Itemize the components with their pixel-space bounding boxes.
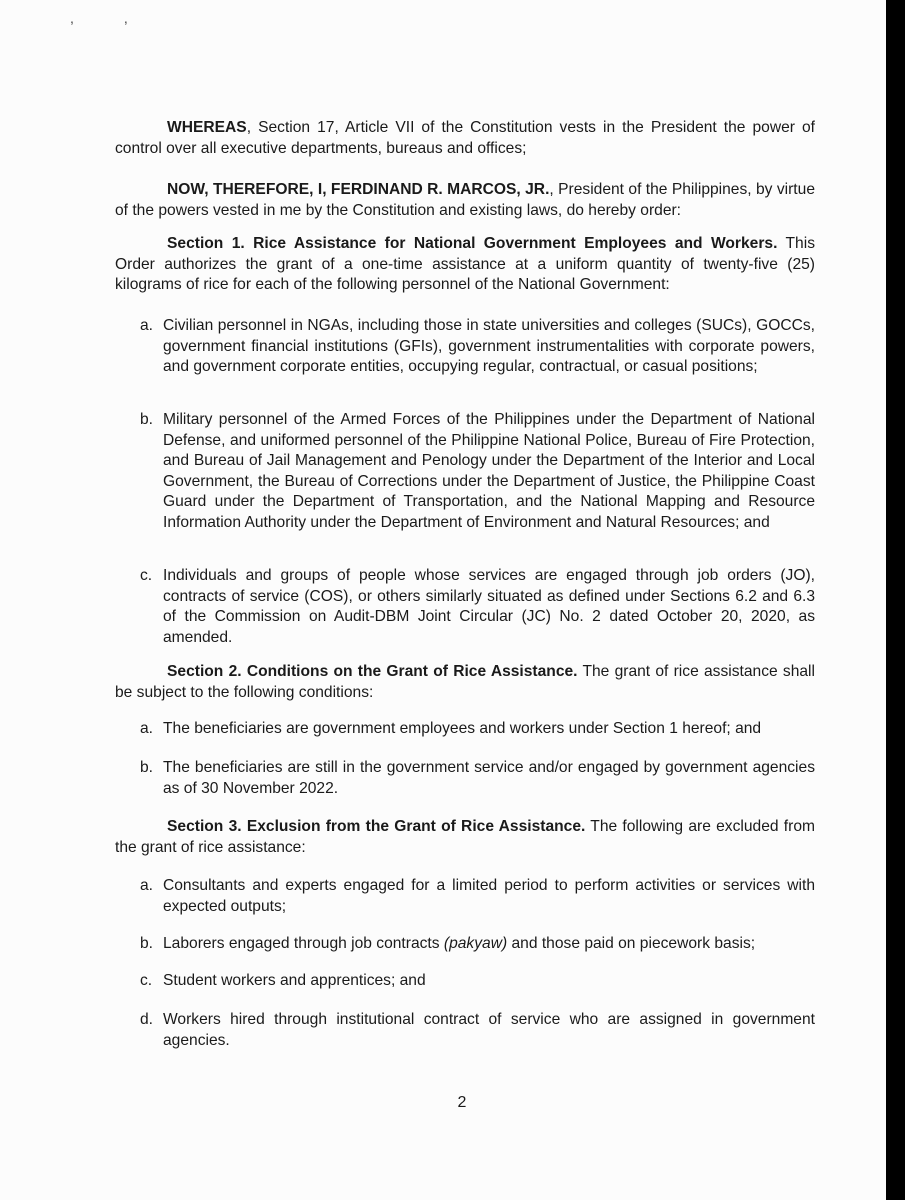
- list-item: [140, 410, 815, 534]
- list-letter: a.: [140, 720, 154, 737]
- list-item-text: Consultants and experts engaged for a limited period to perform activities or services with expected outputs;: [163, 877, 815, 915]
- list-item: [140, 1010, 815, 1051]
- section1-text: This Order authorizes the grant of a one-time assistance at a uniform quantity of twenty-five (25) kilograms of rice for each of the following personnel of the National Government:: [115, 235, 815, 294]
- list-item: [140, 758, 815, 799]
- list-letter: a.: [140, 317, 154, 334]
- list-letter: d.: [140, 1011, 154, 1028]
- list-letter: c.: [140, 567, 153, 584]
- list-item: [140, 934, 815, 955]
- list-item: [140, 566, 815, 648]
- section2-paragraph: [115, 662, 815, 703]
- list-item-text-part: and those paid on piecework basis;: [507, 935, 756, 952]
- list-item-text: Civilian personnel in NGAs, including those in state universities and colleges (SUCs), GOCCs, government financial institutions (GFIs), government instrumentalities with corporate powers, and government corporate entities, occupying regular, contractual, or casual positions;: [163, 317, 815, 376]
- section3-heading: Section 3. Exclusion from the Grant of Rice Assistance.: [167, 818, 586, 835]
- list-item-text: The beneficiaries are still in the government service and/or engaged by government agencies as of 30 November 2022.: [163, 759, 815, 797]
- list-letter: b.: [140, 411, 154, 428]
- list-item: [140, 316, 815, 378]
- list-item-text: [163, 934, 815, 955]
- list-letter: a.: [140, 877, 154, 894]
- section1-heading: Section 1. Rice Assistance for National Government Employees and Workers.: [167, 235, 778, 252]
- now-therefore-lead: NOW, THEREFORE, I, FERDINAND R. MARCOS, JR.: [167, 181, 550, 198]
- list-item-text: Individuals and groups of people whose services are engaged through job orders (JO), contracts of service (COS), or others similarly situated as defined under Sections 6.2 and 6.3 of the Commission on Audit-DBM Joint Circular (JC) No. 2 dated October 20, 2020, as amended.: [163, 567, 815, 646]
- pakyaw-term: (pakyaw): [443, 935, 508, 952]
- list-item-text: Military personnel of the Armed Forces of the Philippines under the Department of National Defense, and uniformed personnel of the Philippine National Police, Bureau of Fire Protection, and Bureau of Jail Management and Penology under the Department of the Interior and Local Government, the Bureau of Corrections under the Department of Justice, the Philippine Coast Guard under the Department of Transportation, and the National Mapping and Resource Information Authority under the Department of Environment and Natural Resources; and: [163, 411, 815, 531]
- scan-marks: [70, 10, 174, 26]
- now-therefore-text: , President of the Philippines, by virtue of the powers vested in me by the Constitution and existing laws, do hereby order:: [115, 181, 815, 219]
- section2-text: The grant of rice assistance shall be subject to the following conditions:: [115, 663, 815, 701]
- list-item-text: Student workers and apprentices; and: [163, 972, 426, 989]
- list-letter: c.: [140, 972, 153, 989]
- scan-mark: ,: [123, 10, 128, 26]
- whereas-lead: WHEREAS: [167, 119, 247, 136]
- list-item: [140, 971, 815, 992]
- scan-mark: ,: [70, 10, 74, 26]
- section1-paragraph: [115, 234, 815, 296]
- whereas-paragraph: [115, 118, 815, 159]
- list-item: [140, 876, 815, 917]
- list-item-text: Workers hired through institutional contract of service who are assigned in government agencies.: [163, 1011, 815, 1049]
- list-item-text-part: Laborers engaged through job contracts: [163, 935, 444, 952]
- list-item-text: The beneficiaries are government employees and workers under Section 1 hereof; and: [163, 720, 762, 737]
- section3-paragraph: [115, 817, 815, 858]
- page-number: 2: [457, 1094, 467, 1111]
- list-letter: b.: [140, 935, 154, 952]
- section2-heading: Section 2. Conditions on the Grant of Rice Assistance.: [167, 663, 578, 680]
- whereas-text: , Section 17, Article VII of the Constitution vests in the President the power of control over all executive departments, bureaus and offices;: [115, 119, 815, 157]
- list-letter: b.: [140, 759, 154, 776]
- section3-text: The following are excluded from the grant of rice assistance:: [115, 818, 815, 856]
- list-item: [140, 719, 815, 740]
- now-therefore-paragraph: [115, 180, 815, 221]
